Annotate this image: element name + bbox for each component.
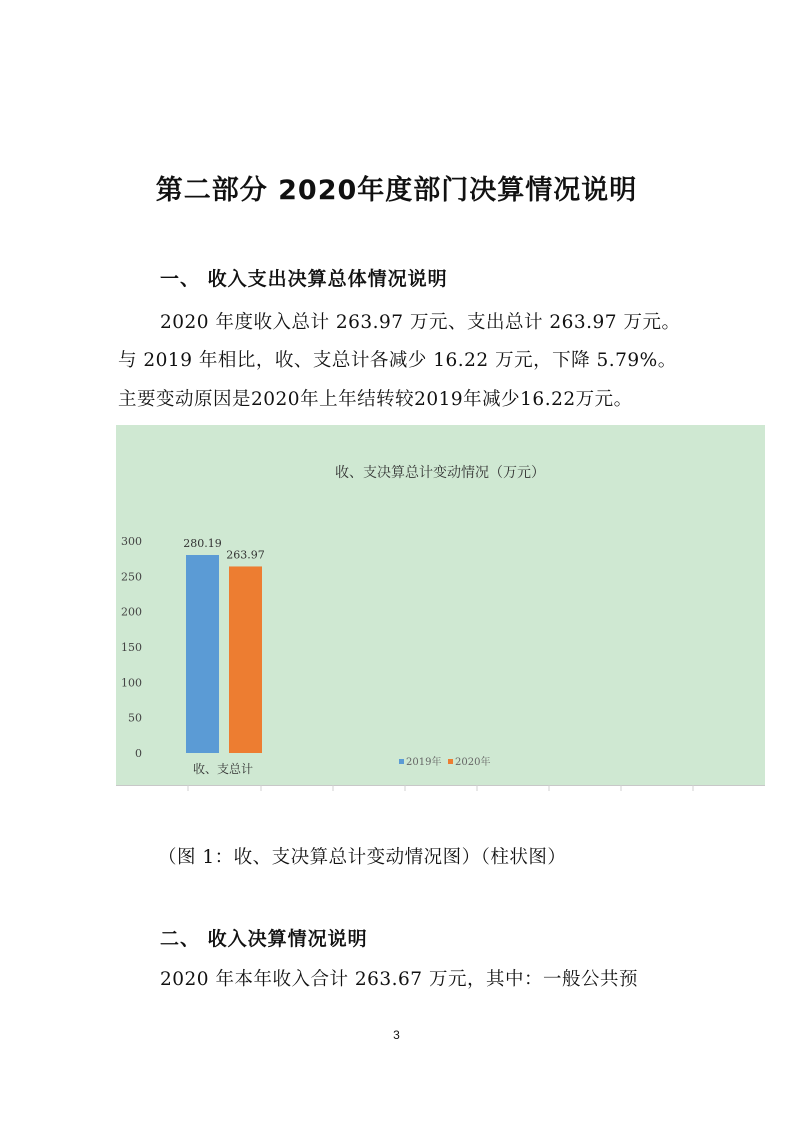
- chart-canvas: [116, 425, 765, 785]
- chart-axis-strip: [116, 785, 765, 791]
- legend-label: 2019年: [406, 757, 442, 768]
- y-tick-label: 300: [121, 535, 142, 548]
- paragraph-line-4: 2020 年本年收入合计 263.67 万元，其中：一般公共预: [160, 969, 638, 990]
- legend-swatch: [448, 759, 453, 764]
- bar-data-label: 263.97: [226, 548, 265, 562]
- x-category-label: 收、支总计: [192, 762, 254, 776]
- y-tick-label: 150: [121, 641, 142, 654]
- bar-data-label: 280.19: [183, 536, 222, 550]
- y-tick-label: 0: [135, 747, 142, 760]
- section-heading-2: 二、 收入决算情况说明: [160, 928, 368, 950]
- bar-2020: [229, 566, 262, 753]
- legend-label: 2020年: [455, 757, 491, 768]
- section-heading-1: 一、 收入支出决算总体情况说明: [160, 268, 448, 290]
- paragraph-line-2: 与 2019 年相比，收、支总计各减少 16.22 万元，下降 5.79%。: [118, 350, 677, 371]
- page-title: 第二部分 2020年度部门决算情况说明: [155, 175, 638, 206]
- page-number: 3: [393, 1028, 400, 1042]
- y-tick-label: 200: [121, 605, 142, 619]
- bar-2019: [186, 555, 219, 753]
- figure-caption: （图 1：收、支决算总计变动情况图）（柱状图）: [158, 847, 567, 868]
- paragraph-line-3: 主要变动原因是2020年上年结转较2019年减少16.22万元。: [118, 389, 633, 410]
- bar-chart: [116, 425, 765, 785]
- y-tick-label: 250: [121, 570, 142, 584]
- chart-title: 收、支决算总计变动情况（万元）: [335, 465, 545, 481]
- y-tick-label: 50: [128, 711, 142, 725]
- legend-swatch: [399, 759, 404, 764]
- paragraph-line-1: 2020 年度收入总计 263.97 万元、支出总计 263.97 万元。: [160, 312, 681, 333]
- y-tick-label: 100: [121, 676, 142, 690]
